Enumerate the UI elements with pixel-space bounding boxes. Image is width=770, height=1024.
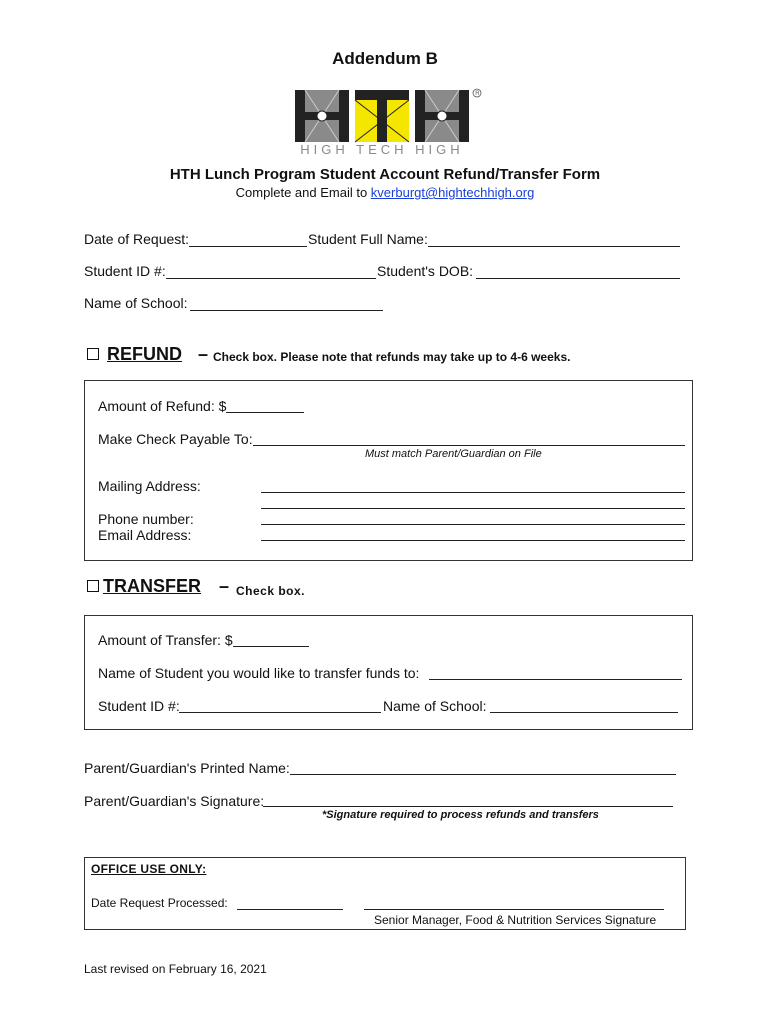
email-address-label: Email Address: — [98, 527, 192, 543]
addendum-title: Addendum B — [332, 49, 438, 68]
form-subtitle — [0, 185, 770, 200]
transfer-heading: TRANSFER — [103, 576, 201, 596]
school-name-label: Name of School: — [84, 295, 188, 311]
payable-to-field[interactable] — [253, 445, 685, 446]
form-title: HTH Lunch Program Student Account Refund/Transfer Form — [169, 166, 601, 183]
subtitle-text: Complete and Email to — [235, 185, 371, 200]
email-address-field[interactable] — [261, 540, 685, 541]
refund-amount-field[interactable] — [226, 412, 304, 413]
refund-heading: REFUND — [107, 344, 182, 364]
date-processed-label: Date Request Processed: — [91, 896, 228, 910]
transfer-student-id-label: Student ID #: — [98, 698, 180, 714]
manager-signature-field[interactable] — [364, 909, 664, 910]
office-use-heading: OFFICE USE ONLY: — [91, 862, 207, 876]
refund-amount-label: Amount of Refund: $ — [98, 398, 227, 414]
student-dob-label: Student's DOB: — [377, 263, 474, 279]
phone-label: Phone number: — [98, 511, 194, 527]
logo-wordmark: HIGH TECH HIGH — [300, 142, 464, 157]
phone-field[interactable] — [261, 524, 685, 525]
transfer-school-field[interactable] — [490, 712, 678, 713]
student-full-name-field[interactable] — [428, 246, 680, 247]
mailing-address-field-1[interactable] — [261, 492, 685, 493]
refund-dash: – — [198, 344, 209, 364]
transfer-to-field[interactable] — [429, 679, 682, 680]
date-of-request-label: Date of Request: — [84, 231, 190, 247]
student-dob-field[interactable] — [476, 278, 680, 279]
payable-hint: Must match Parent/Guardian on File — [365, 448, 542, 460]
revised-date: Last revised on February 16, 2021 — [84, 962, 267, 976]
date-of-request-field[interactable] — [189, 246, 307, 247]
transfer-amount-field[interactable] — [233, 646, 309, 647]
transfer-checkbox[interactable] — [87, 580, 99, 592]
email-link[interactable]: kverburgt@hightechhigh.org — [370, 185, 535, 200]
student-full-name-label: Student Full Name: — [308, 231, 428, 247]
guardian-name-label: Parent/Guardian's Printed Name: — [84, 760, 290, 776]
student-id-label: Student ID #: — [84, 263, 166, 279]
mailing-address-field-2[interactable] — [261, 508, 685, 509]
transfer-note: Check box. — [236, 584, 306, 598]
transfer-dash: – — [219, 576, 230, 596]
mailing-address-label: Mailing Address: — [98, 478, 201, 494]
transfer-student-id-field[interactable] — [179, 712, 381, 713]
transfer-school-label: Name of School: — [383, 698, 487, 714]
svg-text:R: R — [475, 91, 480, 98]
guardian-signature-label: Parent/Guardian's Signature: — [84, 793, 265, 809]
signature-note: *Signature required to process refunds and transfers — [322, 809, 599, 821]
refund-note: Check box. Please note that refunds may take up to 4-6 weeks. — [213, 350, 571, 364]
hth-logo — [292, 86, 482, 162]
refund-checkbox[interactable] — [87, 348, 99, 360]
guardian-signature-field[interactable] — [263, 806, 673, 807]
student-id-field[interactable] — [166, 278, 376, 279]
guardian-name-field[interactable] — [290, 774, 676, 775]
manager-signature-label: Senior Manager, Food & Nutrition Services Signature — [374, 913, 657, 927]
transfer-amount-label: Amount of Transfer: $ — [98, 632, 233, 648]
transfer-to-label: Name of Student you would like to transfer funds to: — [98, 665, 420, 681]
payable-to-label: Make Check Payable To: — [98, 431, 253, 447]
school-name-field[interactable] — [190, 310, 383, 311]
date-processed-field[interactable] — [237, 909, 343, 910]
